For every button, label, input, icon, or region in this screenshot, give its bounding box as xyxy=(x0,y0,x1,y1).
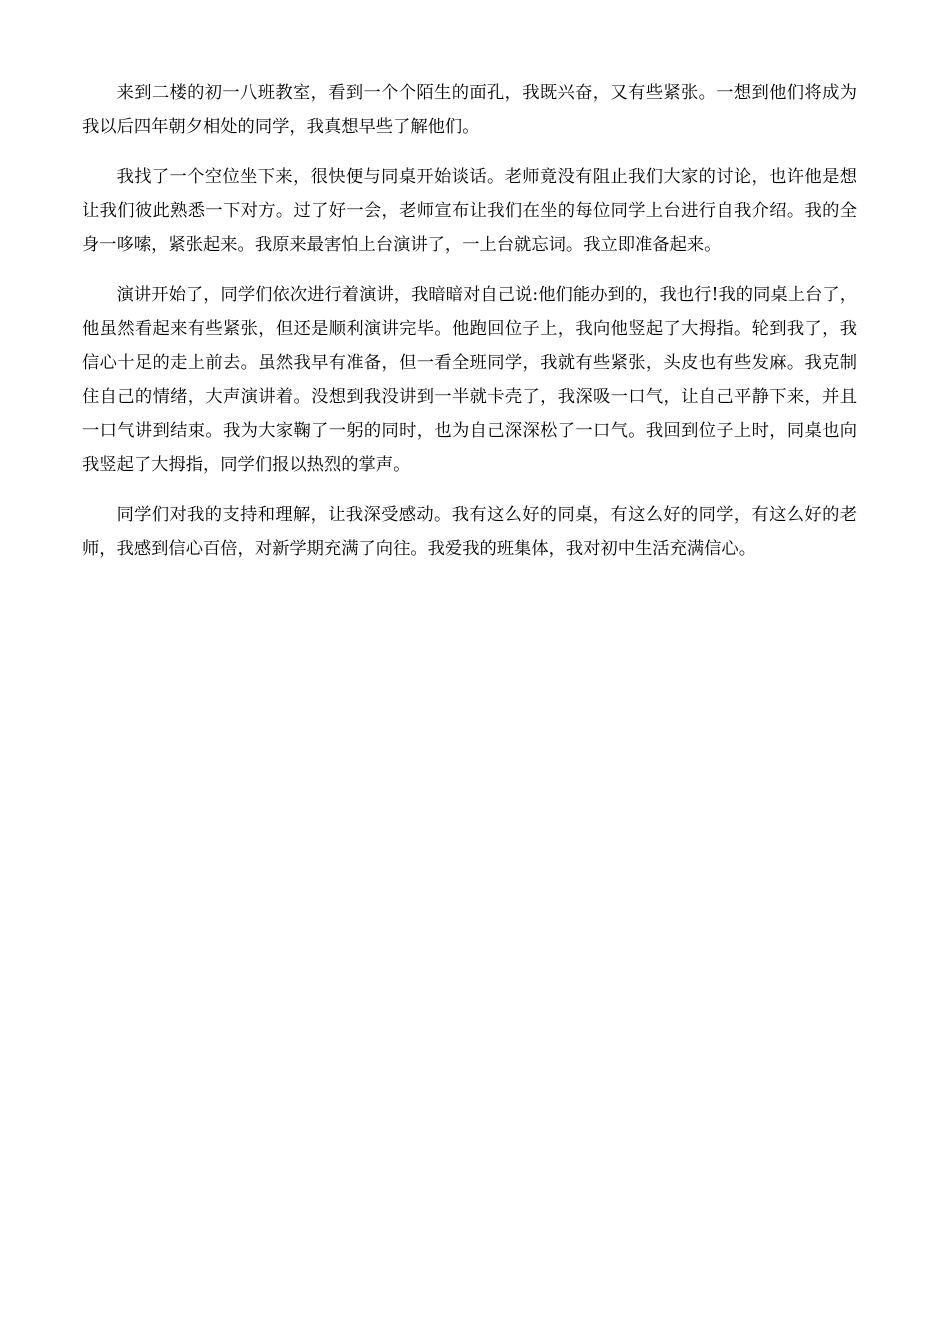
document-body xyxy=(82,76,857,582)
paragraph: 我找了一个空位坐下来，很快便与同桌开始谈话。老师竟没有阻止我们大家的讨论，也许他是想让我们彼此熟悉一下对方。过了好一会，老师宣布让我们在坐的每位同学上台进行自我介绍。我的全身一哆嗦，紧张起来。我原来最害怕上台演讲了，一上台就忘词。我立即准备起来。 xyxy=(82,167,857,255)
paragraph: 演讲开始了，同学们依次进行着演讲，我暗暗对自己说:他们能办到的，我也行!我的同桌上台了，他虽然看起来有些紧张，但还是顺利演讲完毕。他跑回位子上，我向他竖起了大拇指。轮到我了，我信心十足的走上前去。虽然我早有准备，但一看全班同学，我就有些紧张，头皮也有些发麻。我克制住自己的情绪，大声演讲着。没想到我没讲到一半就卡壳了，我深吸一口气，让自己平静下来，并且一口气讲到结束。我为大家鞠了一躬的同时，也为自己深深松了一口气。我回到位子上时，同桌也向我竖起了大拇指，同学们报以热烈的掌声。 xyxy=(82,285,857,475)
paragraph: 来到二楼的初一八班教室，看到一个个陌生的面孔，我既兴奋，又有些紧张。一想到他们将成为我以后四年朝夕相处的同学，我真想早些了解他们。 xyxy=(82,83,857,137)
paragraph: 同学们对我的支持和理解，让我深受感动。我有这么好的同桌，有这么好的同学，有这么好的老师，我感到信心百倍，对新学期充满了向往。我爱我的班集体，我对初中生活充满信心。 xyxy=(82,505,857,559)
